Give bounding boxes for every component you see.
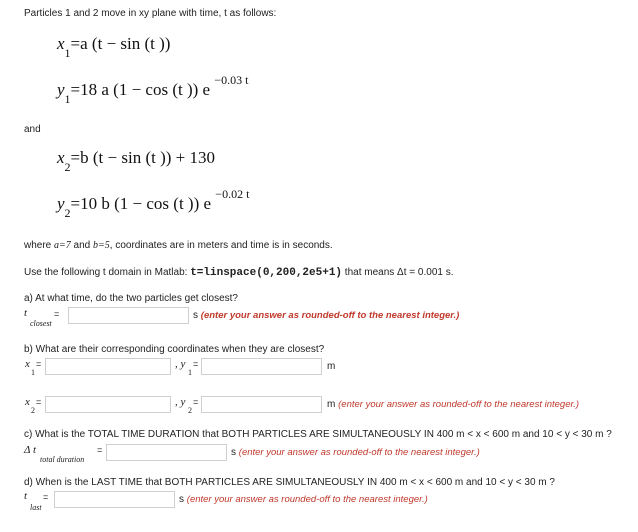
total-duration-input[interactable]: [106, 444, 227, 461]
unit-m: m: [327, 361, 336, 372]
parameters-text: where a=7 and b=5, coordinates are in meters and time is in seconds.: [24, 240, 333, 251]
answer-a-unit-note: s (enter your answer as rounded-off to the nearest integer.): [193, 310, 460, 321]
answer-d-unit-note: s (enter your answer as rounded-off to the nearest integer.): [179, 494, 428, 505]
y1-subscript: 1: [188, 368, 192, 377]
x2-subscript: 2: [31, 406, 35, 415]
x1-label: x: [25, 358, 30, 370]
equation-y2: $y_2=10$ b (1 − cos (t )) e $^{-0.02 t}$: [57, 187, 250, 220]
equation-y1: $y_1=18$ a (1 − cos (t )) e $^{-0.03 t}$: [57, 73, 249, 106]
x2-label: x: [25, 396, 30, 408]
equals-sign: =: [54, 309, 60, 319]
question-a: a) At what time, do the two particles get closest?: [24, 293, 238, 304]
y1-label: , y: [175, 358, 186, 370]
t-last-input[interactable]: [54, 491, 175, 508]
question-b: b) What are their corresponding coordinates when they are closest?: [24, 344, 325, 355]
equals-sign: =: [43, 492, 49, 502]
equals-sign: =: [36, 359, 42, 369]
y2-label: , y: [175, 396, 186, 408]
x1-subscript: 1: [31, 368, 35, 377]
matlab-code: t=linspace(0,200,2e5+1): [190, 267, 343, 279]
x1-input[interactable]: [45, 358, 171, 375]
y2-subscript: 2: [188, 406, 192, 415]
t-last-subscript: last: [30, 503, 42, 512]
x2-input[interactable]: [45, 396, 171, 413]
answer-c-unit-note: s (enter your answer as rounded-off to the nearest integer.): [231, 447, 480, 458]
equals-sign: =: [36, 397, 42, 407]
delta-t-label: Δ t: [24, 444, 37, 456]
y1-input[interactable]: [201, 358, 322, 375]
equals-sign: =: [97, 445, 103, 455]
delta-t-subscript: total duration: [40, 455, 85, 464]
equals-sign: =: [193, 397, 199, 407]
t-closest-input[interactable]: [68, 307, 189, 324]
equation-x1: $x_1=a$ (t − sin (t )): [57, 34, 171, 60]
equals-sign: =: [193, 359, 199, 369]
and-label: and: [24, 124, 41, 135]
t-last-label: t: [24, 490, 28, 502]
t-closest-label: t: [24, 307, 28, 319]
t-closest-subscript: closest: [30, 319, 52, 328]
intro-text: Particles 1 and 2 move in xy plane with time, t as follows:: [24, 8, 277, 19]
question-c: c) What is the TOTAL TIME DURATION that BOTH PARTICLES ARE SIMULTANEOUSLY IN 400 m < x < 600 m and 10 < y < 30 m ?: [24, 429, 612, 440]
equation-x2: $x_2=b$ (t − sin (t )) + 130: [57, 148, 215, 174]
domain-text: Use the following t domain in Matlab: t=linspace(0,200,2e5+1) that means Δt = 0.001 s.: [24, 267, 454, 279]
question-d: d) When is the LAST TIME that BOTH PARTICLES ARE SIMULTANEOUSLY IN 400 m < x < 600 m and 10 < y < 30 m ?: [24, 477, 555, 488]
answer-b-unit-note: m (enter your answer as rounded-off to the nearest integer.): [327, 399, 580, 410]
y2-input[interactable]: [201, 396, 322, 413]
